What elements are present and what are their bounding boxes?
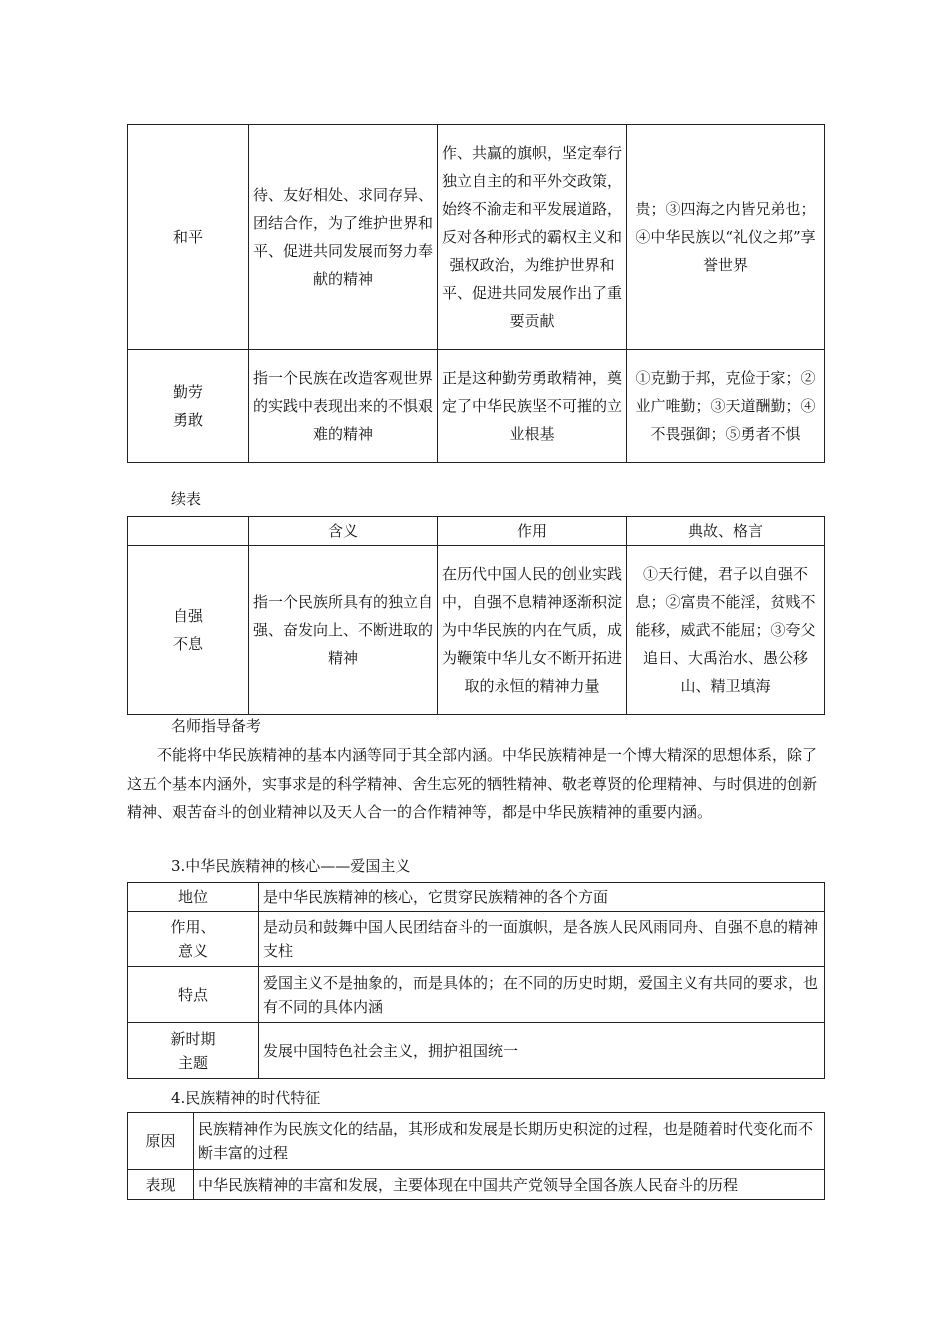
table-row — [128, 883, 825, 912]
guide-heading: 名师指导备考 — [171, 717, 262, 735]
row-quotes: ①克勤于邦，克俭于家；②业广唯勤；③天道酬勤；④不畏强御；⑤勇者不惧 — [627, 350, 825, 463]
row-quotes: 贵；③四海之内皆兄弟也；④中华民族以“礼仪之邦”享誉世界 — [627, 125, 825, 350]
header-cell: 作用 — [438, 517, 627, 546]
section4-heading: 4.民族精神的时代特征 — [171, 1089, 321, 1107]
row-effect: 在历代中国人民的创业实践中，自强不息精神逐渐积淀为中华民族的内在气质，成为鞭策中华儿女不断开拓进取的永恒的精神力量 — [438, 546, 627, 715]
spirit-table-part1 — [127, 124, 825, 463]
row-effect: 正是这种勤劳勇敢精神，奠定了中华民族坚不可摧的立业根基 — [438, 350, 627, 463]
row-name-text: 自强不息 — [172, 607, 203, 653]
table-row — [128, 1113, 825, 1170]
table-row — [128, 350, 825, 463]
row-text: 民族精神作为民族文化的结晶，其形成和发展是长期历史积淀的过程，也是随着时代变化而不断丰富的过程 — [194, 1113, 825, 1170]
row-effect: 作、共赢的旗帜，坚定奉行独立自主的和平外交政策，始终不渝走和平发展道路，反对各种形式的霸权主义和强权政治，为维护世界和平、促进共同发展作出了重要贡献 — [438, 125, 627, 350]
header-cell: 典故、格言 — [627, 517, 825, 546]
table-header-row — [128, 517, 825, 546]
row-meaning: 待、友好相处、求同存异、团结合作，为了维护世界和平、促进共同发展而努力奉献的精神 — [249, 125, 438, 350]
row-quotes: ①天行健，君子以自强不息；②富贵不能淫，贫贱不能移，威武不能屈；③夸父追日、大禹治水、愚公移山、精卫填海 — [627, 546, 825, 715]
row-name: 和平 — [128, 125, 249, 350]
continued-label: 续表 — [171, 490, 202, 508]
row-label — [128, 912, 259, 967]
row-label: 特点 — [128, 967, 259, 1023]
row-name-text: 勤劳勇敢 — [172, 383, 203, 429]
table-row — [128, 546, 825, 715]
row-label-text: 作用、意义 — [170, 918, 216, 960]
header-cell — [128, 517, 249, 546]
table-row — [128, 1170, 825, 1200]
row-text: 是中华民族精神的核心，它贯穿民族精神的各个方面 — [259, 883, 825, 912]
row-label — [128, 1023, 259, 1079]
row-label: 原因 — [128, 1113, 194, 1170]
table-row — [128, 912, 825, 967]
guide-paragraph: 不能将中华民族精神的基本内涵等同于其全部内涵。中华民族精神是一个博大精深的思想体系，除了这五个基本内涵外，实事求是的科学精神、舍生忘死的牺牲精神、敬老尊贤的伦理精神、与时俱进的创新精神、艰苦奋斗的创业精神以及天人合一的合作精神等，都是中华民族精神的重要内涵。 — [127, 746, 818, 821]
row-text: 是动员和鼓舞中国人民团结奋斗的一面旗帜，是各族人民风雨同舟、自强不息的精神支柱 — [259, 912, 825, 967]
era-feature-table — [127, 1112, 825, 1200]
spirit-table-part2 — [127, 516, 825, 715]
table-row — [128, 125, 825, 350]
row-name — [128, 546, 249, 715]
row-meaning: 指一个民族所具有的独立自强、奋发向上、不断进取的精神 — [249, 546, 438, 715]
row-label: 表现 — [128, 1170, 194, 1200]
row-text: 中华民族精神的丰富和发展，主要体现在中国共产党领导全国各族人民奋斗的历程 — [194, 1170, 825, 1200]
header-cell: 含义 — [249, 517, 438, 546]
row-label-text: 新时期主题 — [170, 1029, 216, 1072]
row-name — [128, 350, 249, 463]
row-text: 爱国主义不是抽象的，而是具体的；在不同的历史时期，爱国主义有共同的要求，也有不同的具体内涵 — [259, 967, 825, 1023]
row-label: 地位 — [128, 883, 259, 912]
row-meaning: 指一个民族在改造客观世界的实践中表现出来的不惧艰难的精神 — [249, 350, 438, 463]
table-row — [128, 1023, 825, 1079]
table-row — [128, 967, 825, 1023]
patriotism-table — [127, 882, 825, 1079]
section3-heading: 3.中华民族精神的核心——爱国主义 — [171, 857, 411, 875]
row-text: 发展中国特色社会主义，拥护祖国统一 — [259, 1023, 825, 1079]
